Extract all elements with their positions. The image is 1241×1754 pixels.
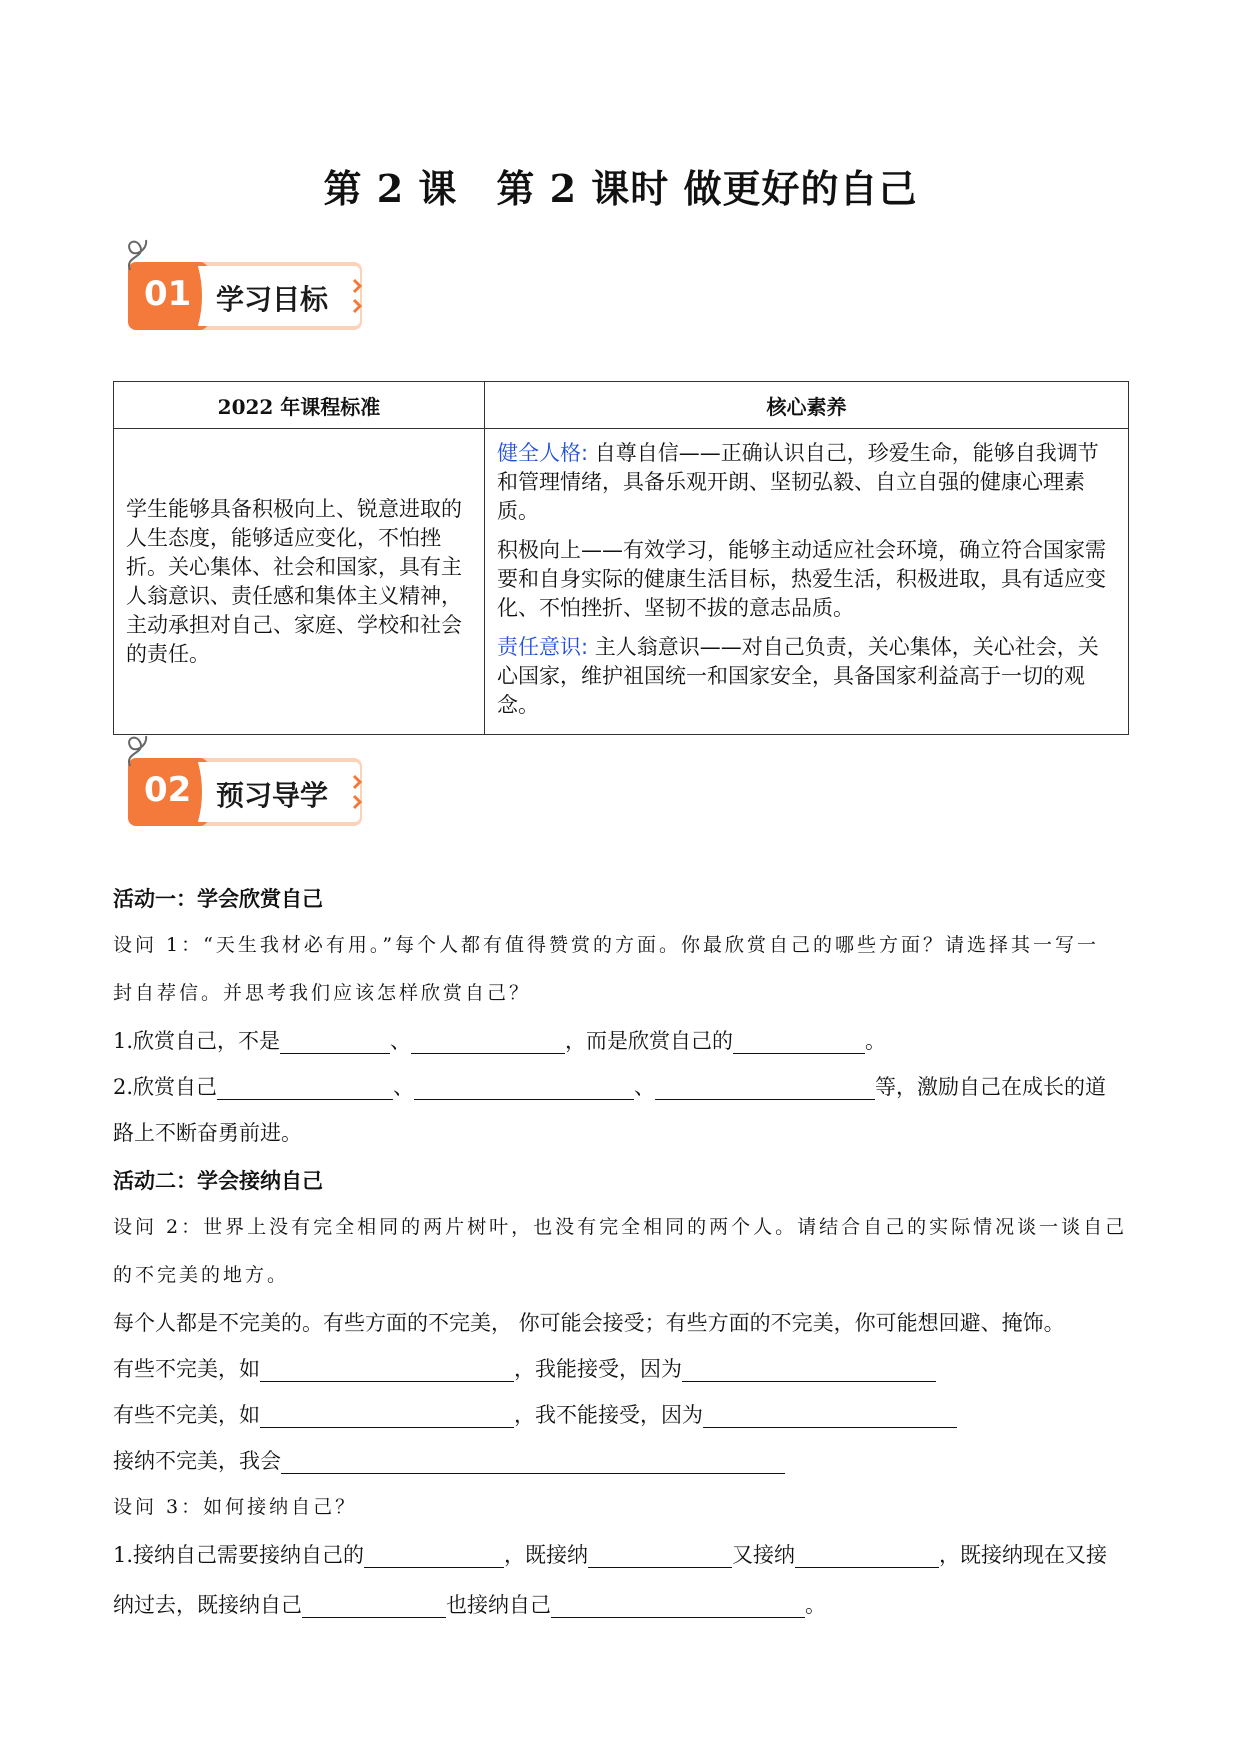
blank[interactable] <box>302 1591 446 1618</box>
literacy-item: 健全人格: 自尊自信——正确认识自己，珍爱生命，能够自我调节和管理情绪，具备乐观开朗、坚韧弘毅、自立自强的健康心理素质。 <box>497 441 1099 523</box>
blank[interactable] <box>588 1541 732 1568</box>
literacy-label: 健全人格: <box>497 441 589 465</box>
blank[interactable] <box>682 1355 936 1382</box>
question-text: 设问 1：“天生我材必有用。”每个人都有值得赞赏的方面。你最欣赏自己的哪些方面？请选择其一写一 <box>113 934 1100 956</box>
section-badge-objectives <box>128 262 362 330</box>
blank[interactable] <box>364 1541 504 1568</box>
table-header-literacy: 核心素养 <box>485 382 1129 429</box>
fill-line: 2.欣赏自己 、 、 等，激励自己在成长的道 <box>113 1075 1107 1099</box>
blank[interactable] <box>260 1401 514 1428</box>
standards-table <box>113 381 1129 735</box>
blank[interactable] <box>703 1401 957 1428</box>
section-number: 02 <box>144 770 192 810</box>
ribbon-curl-icon <box>122 236 152 272</box>
fill-line: 有些不完美，如 ，我能接受，因为 <box>113 1346 1133 1392</box>
section-label: 预习导学 <box>216 779 329 812</box>
section-badge-preview <box>128 758 362 826</box>
blank[interactable] <box>655 1073 875 1100</box>
blank[interactable] <box>551 1591 805 1618</box>
activity-heading: 活动二：学会接纳自己 <box>113 1169 323 1193</box>
literacy-cell <box>485 429 1129 735</box>
literacy-item: 责任意识: 主人翁意识——对自己负责，关心集体，关心社会，关心国家，维护祖国统一和国家安全，具备国家利益高于一切的观念。 <box>497 635 1099 717</box>
question-text: 封自荐信。并思考我们应该怎样欣赏自己？ <box>113 982 532 1004</box>
blank[interactable] <box>280 1027 390 1054</box>
text-line: 路上不断奋勇前进。 <box>113 1121 302 1145</box>
literacy-label: 责任意识: <box>497 635 589 659</box>
blank[interactable] <box>795 1541 939 1568</box>
section-number: 01 <box>144 274 192 314</box>
blank[interactable] <box>733 1027 865 1054</box>
blank[interactable] <box>281 1447 785 1474</box>
standard-text: 学生能够具备积极向上、锐意进取的人生态度，能够适应变化，不怕挫折。关心集体、社会和国家，具有主人翁意识、责任感和集体主义精神，主动承担对自己、家庭、学校和社会的责任。 <box>114 429 485 735</box>
fill-line: 有些不完美，如 ，我不能接受，因为 <box>113 1392 1133 1438</box>
blank[interactable] <box>217 1073 393 1100</box>
fill-line: 1.接纳自己需要接纳自己的 ，既接纳 又接纳 ，既接纳现在又接 <box>113 1543 1108 1567</box>
question-text: 设问 3：如何接纳自己？ <box>113 1496 358 1518</box>
section-label: 学习目标 <box>216 283 329 316</box>
preview-content <box>113 876 1133 1630</box>
literacy-item: 积极向上——有效学习，能够主动适应社会环境，确立符合国家需要和自身实际的健康生活目标，热爱生活，积极进取，具有适应变化、不怕挫折、坚韧不拔的意志品质。 <box>497 538 1106 620</box>
question-text: 设问 2：世界上没有完全相同的两片树叶，也没有完全相同的两个人。请结合自己的实际情况谈一谈自己 <box>113 1216 1128 1238</box>
blank[interactable] <box>260 1355 514 1382</box>
fill-line: 接纳不完美，我会 <box>113 1438 1133 1484</box>
table-header-standard: 2022 年课程标准 <box>114 382 485 429</box>
fill-line: 1.欣赏自己，不是 、 ，而是欣赏自己的 。 <box>113 1029 887 1053</box>
blank[interactable] <box>411 1027 565 1054</box>
text-line: 每个人都是不完美的。有些方面的不完美， 你可能会接受；有些方面的不完美，你可能想回避、掩饰。 <box>113 1311 1065 1335</box>
activity-heading: 活动一：学会欣赏自己 <box>113 887 323 911</box>
ribbon-curl-icon <box>122 732 152 768</box>
question-text: 的不完美的地方。 <box>113 1264 290 1286</box>
blank[interactable] <box>414 1073 634 1100</box>
page-title: 第 2 课 第 2 课时 做更好的自己 <box>323 166 918 211</box>
fill-line: 纳过去，既接纳自己 也接纳自己 。 <box>113 1593 826 1617</box>
